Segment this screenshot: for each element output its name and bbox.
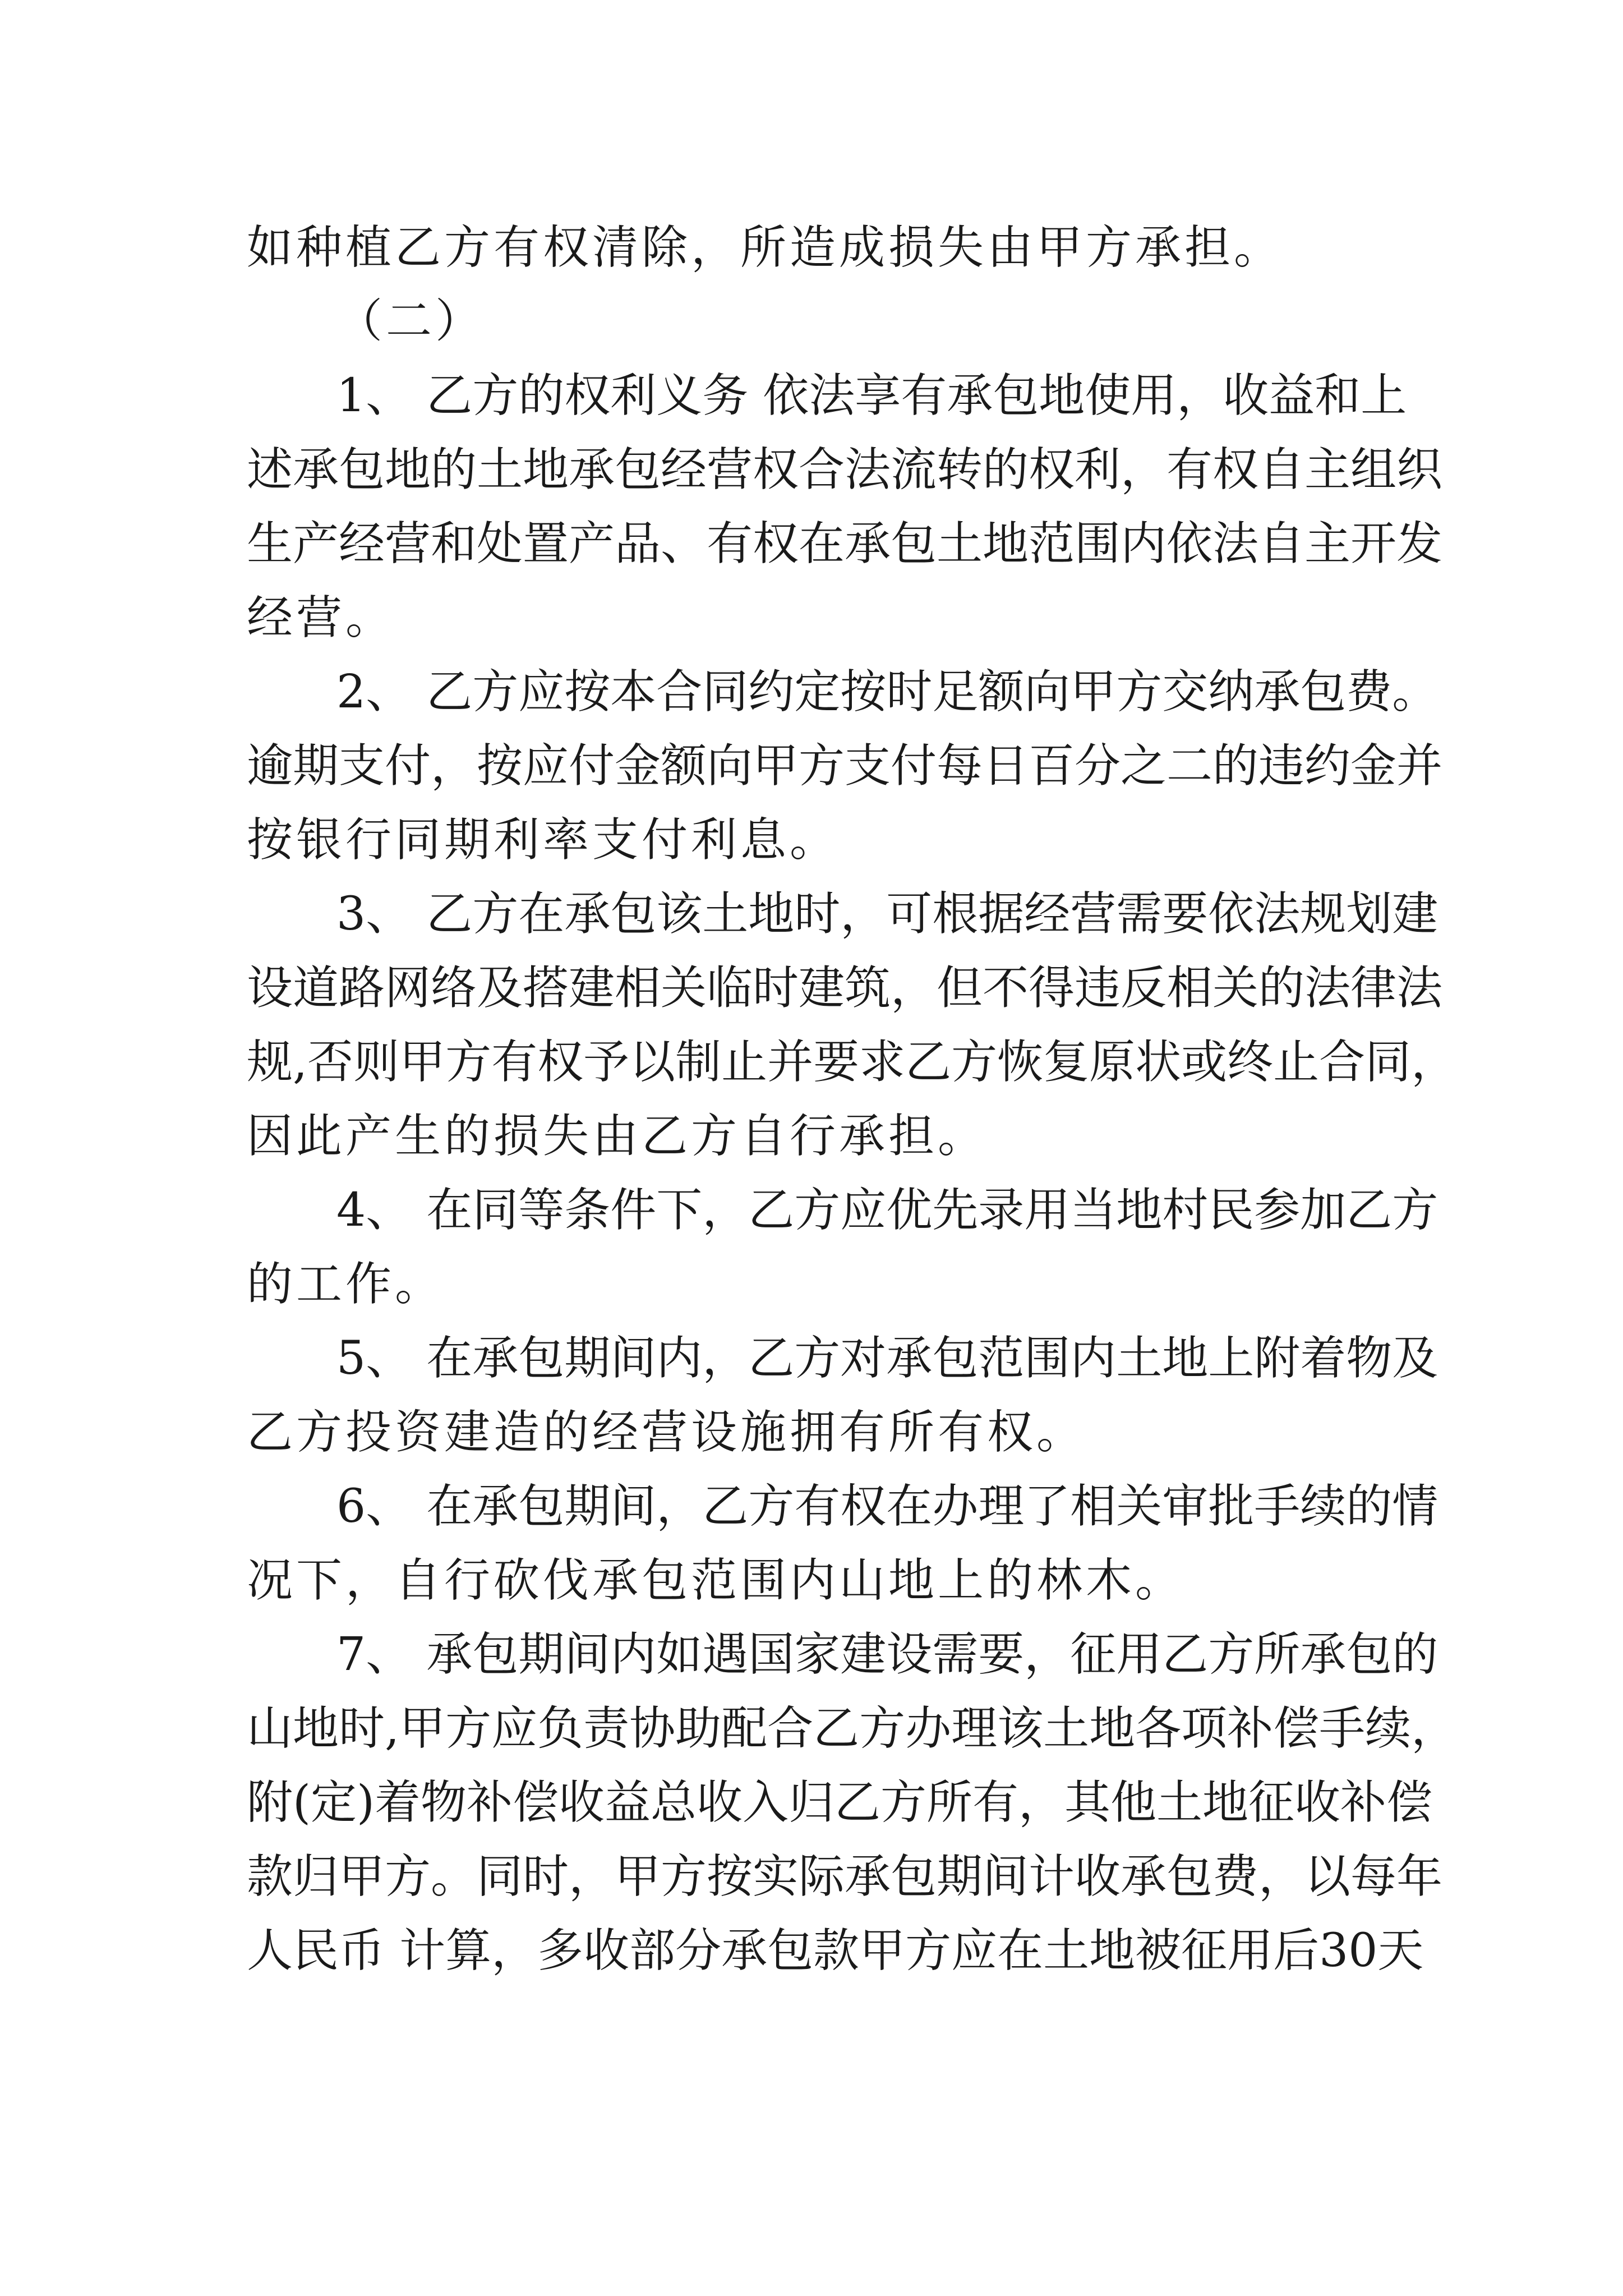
text-line: 乙方投资建造的经营设施拥有所有权。 <box>247 1406 1086 1459</box>
text-line: 经营。 <box>247 591 395 645</box>
text-line: 的工作。 <box>247 1258 445 1311</box>
text-line: 山地时,甲方应负责协助配合乙方办理该土地各项补偿手续， <box>247 1702 1458 1755</box>
text-line: 逾期支付，按应付金额向甲方支付每日百分之二的违约金并 <box>247 739 1443 793</box>
text-line: 规,否则甲方有权予以制止并要求乙方恢复原状或终止合同， <box>247 1036 1458 1089</box>
text-line: 况下，自行砍伐承包范围内山地上的林木。 <box>247 1554 1185 1607</box>
text-line: 人民币 计算，多收部分承包款甲方应在土地被征用后30天 <box>247 1924 1424 1977</box>
text-line: 如种植乙方有权清除，所造成损失由甲方承担。 <box>247 221 1284 274</box>
text-line: 款归甲方。同时，甲方按实际承包期间计收承包费，以每年 <box>247 1850 1443 1903</box>
text-line: 6、 在承包期间，乙方有权在办理了相关审批手续的情 <box>336 1480 1438 1533</box>
text-line: 5、 在承包期间内，乙方对承包范围内土地上附着物及 <box>336 1332 1438 1385</box>
text-line: 7、 承包期间内如遇国家建设需要，征用乙方所承包的 <box>336 1628 1438 1681</box>
text-line: 2、 乙方应按本合同约定按时足额向甲方交纳承包费。 <box>336 665 1438 719</box>
text-line: 按银行同期利率支付利息。 <box>247 813 840 867</box>
text-line: 设道路网络及搭建相关临时建筑，但不得违反相关的法律法 <box>247 961 1443 1015</box>
text-line: 因此产生的损失由乙方自行承担。 <box>247 1110 988 1163</box>
text-line: 4、 在同等条件下，乙方应优先录用当地村民参加乙方 <box>336 1184 1438 1237</box>
text-line: 1、 乙方的权利义务 依法享有承包地使用，收益和上 <box>336 369 1407 422</box>
text-line: 3、 乙方在承包该土地时，可根据经营需要依法规划建 <box>336 887 1438 941</box>
text-line: 生产经营和处置产品、有权在承包土地范围内依法自主开发 <box>247 517 1443 570</box>
text-line: 附(定)着物补偿收益总收入归乙方所有，其他土地征收补偿 <box>247 1776 1432 1829</box>
section-heading: （二） <box>336 295 485 348</box>
text-line: 述承包地的土地承包经营权合法流转的权利，有权自主组织 <box>247 443 1443 496</box>
